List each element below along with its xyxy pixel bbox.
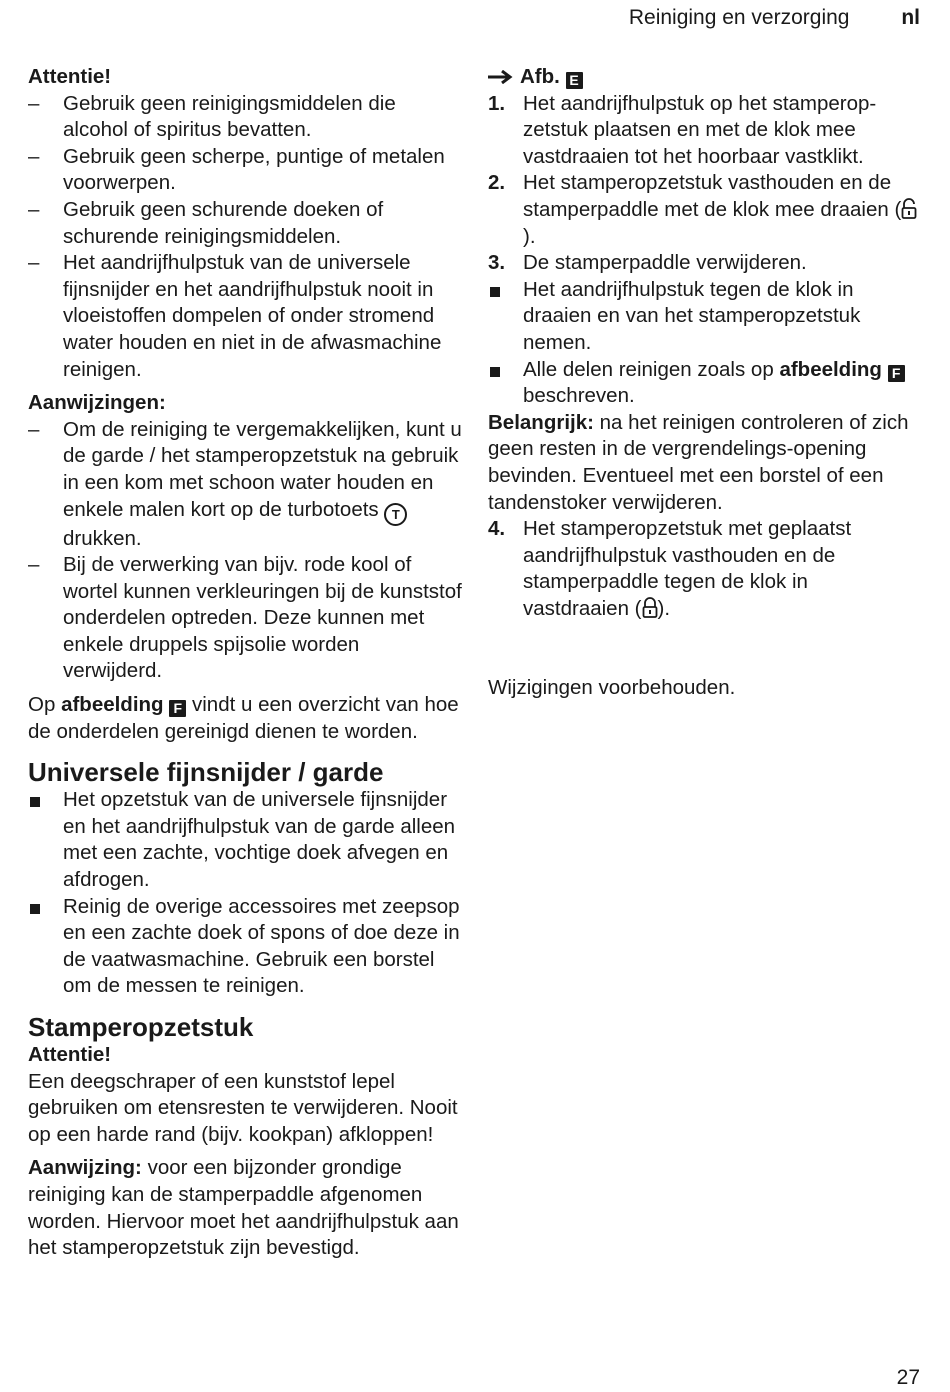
step-item: 4. Het stamperopzetstuk met geplaatst aandrijfhulpstuk vasthouden en de stamperpaddle tegen de klok in vastdraaien ( ). — [488, 517, 852, 620]
attention-heading: Attentie! — [28, 65, 112, 88]
figure-f-icon: F — [169, 700, 186, 717]
dash-marker: – — [28, 553, 40, 577]
page-number: 27 — [896, 1366, 920, 1389]
dash-marker: – — [28, 144, 40, 168]
changes-note: Wijzigingen voorbehouden. — [488, 676, 736, 700]
square-bullet-icon — [30, 904, 40, 914]
hints-heading: Aanwijzingen: — [28, 391, 166, 415]
dash-marker: – — [28, 251, 40, 275]
square-bullet-icon — [490, 287, 500, 297]
dash-marker: – — [28, 417, 40, 441]
bullet-item: Alle delen reinigen zoals op afbeelding F beschreven. — [488, 357, 918, 410]
left-column — [28, 64, 464, 1262]
section-title-fijnsnijder: Universele fijnsnijder / garde — [28, 757, 384, 788]
turbo-button-icon: T — [384, 503, 407, 526]
step-item: 1. Het aandrijfhulpstuk op het stamperop-zetstuk plaatsen en met de klok mee vastdraaien tot het hoorbaar vastklikt. — [488, 91, 877, 168]
dash-item: – Gebruik geen scherpe, puntige of metalen voorwerpen. — [28, 144, 445, 195]
step-item: 2. Het stamperopzetstuk vasthouden en de stamperpaddle met de klok mee draaien (). — [488, 170, 918, 250]
lock-icon — [642, 597, 658, 619]
right-column — [488, 64, 918, 702]
dash-item: – Het aandrijfhulpstuk van de universele fijnsnijder en het aandrijfhulpstuk nooit in vloeistoffen dompelen of onder stromend water houden en niet in de afwasmachine reinigen. — [28, 251, 442, 381]
bullet-item: Het aandrijfhulpstuk tegen de klok in draaien en van het stamperopzetstuk nemen. — [488, 277, 918, 357]
unlock-icon — [901, 198, 917, 220]
arrow-right-icon — [488, 70, 514, 84]
step-item: 3. De stamperpaddle verwijderen. — [488, 251, 807, 275]
dash-marker: – — [28, 197, 40, 221]
attention-heading: Attentie! — [28, 1043, 112, 1066]
overview-paragraph: Op afbeelding F vindt u een overzicht van hoe de onderdelen gereinigd dienen te worden. — [28, 693, 459, 743]
important-paragraph: Belangrijk: na het reinigen controleren of zich geen resten in de vergrendelings-opening bevinden. Eventueel met een borstel of een tandenstoker verwijderen. — [488, 410, 909, 514]
page-header — [629, 6, 920, 30]
hint-paragraph: Aanwijzing: voor een bijzonder grondige reiniging kan de stamperpaddle afgenomen worden. Hiervoor moet het aandrijfhulpstuk aan het stamperopzetstuk zijn bevestigd. — [28, 1156, 459, 1260]
attention-paragraph: Een deegschraper of een kunststof lepel gebruiken om etensresten te verwijderen. Nooit op een harde rand (bijv. kookpan) afkloppen! — [28, 1069, 458, 1146]
section-title-stamperopzetstuk: Stamperopzetstuk — [28, 1012, 254, 1042]
language-code: nl — [901, 6, 920, 29]
figure-e-icon: E — [566, 72, 583, 89]
header-title: Reiniging en verzorging — [628, 6, 850, 29]
dash-item: – Gebruik geen reinigingsmiddelen die alcohol of spiritus bevatten. — [28, 91, 396, 142]
square-bullet-icon — [30, 797, 40, 807]
dash-item: – Gebruik geen schurende doeken of schurende reinigingsmiddelen. — [28, 197, 384, 248]
dash-item: – Om de reiniging te vergemakkelijken, kunt u de garde / het stamperopzetstuk na gebruik in een kom met schoon water houden en enkele malen kort op de turbotoets T drukken. — [28, 417, 462, 550]
bullet-item: Reinig de overige accessoires met zeepsop en een zachte doek of spons of doe deze in de vaatwasmachine. Gebruik een borstel om de messen te reinigen. — [28, 894, 464, 1000]
dash-item: – Bij de verwerking van bijv. rode kool of wortel kunnen verkleuringen bij de kunststof onderdelen optreden. Deze kunnen met enkele druppels spijsolie worden verwijderd. — [28, 553, 462, 683]
square-bullet-icon — [490, 367, 500, 377]
figure-f-icon: F — [888, 365, 905, 382]
dash-marker: – — [28, 91, 40, 115]
bullet-item: Het opzetstuk van de universele fijnsnijder en het aandrijfhulpstuk van de garde alleen met een zachte, vochtige doek afvegen en afdrogen. — [28, 787, 464, 893]
figure-reference: Afb. E — [488, 64, 918, 91]
